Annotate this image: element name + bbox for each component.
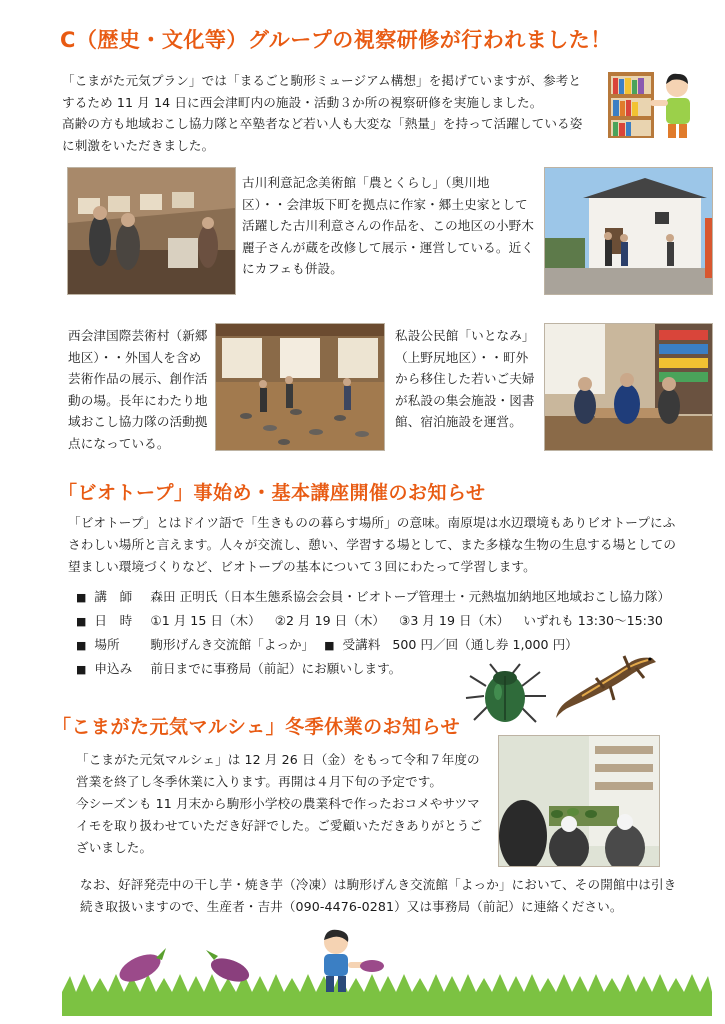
site1-line: 麗子さんが蔵を改修して展示・運営している。近く [242, 239, 534, 255]
footer-note [80, 874, 720, 918]
bullet: ■ [76, 663, 87, 676]
bullet: ■ [76, 591, 87, 604]
intro-line: 高齢の方も地域おこし協力隊と卒塾者など若い人も大変な「熱量」を持って活躍している姿 [62, 116, 583, 131]
time-value: いずれも 13:30～15:30 [523, 613, 663, 628]
dates-row [76, 610, 663, 629]
water-beetle-illustration [464, 662, 548, 728]
site3-line: 私設公民館「いとなみ」 [395, 328, 535, 343]
place-label: 場所 [94, 637, 120, 652]
site2-line: 芸術作品の展示、創作活 [68, 371, 208, 386]
site2-line: 地区）・・外国人を含め [68, 349, 202, 365]
lecturer-value: 森田 正明氏（日本生態系協会会員・ビオトープ管理士・元熱塩加納地区地域おこし協力隊） [150, 589, 671, 604]
biotope-line: 望ましい環境づくりなど、ビオトープの基本について３回にわたって学習します。 [68, 559, 536, 574]
date-2: ②2 月 19 日（木） [274, 613, 386, 628]
intro-line: に刺激をいただきました。 [62, 137, 215, 153]
apply-value: 前日までに事務局（前記）にお願いします。 [150, 661, 402, 676]
site2-description [68, 325, 218, 454]
site3-line: から移住した若いご夫婦 [395, 371, 535, 386]
biotope-body [68, 512, 708, 578]
biotope-heading: 「ビオトープ」事始め・基本講座開催のお知らせ [58, 482, 486, 504]
apply-label: 申込み [94, 661, 133, 676]
page-title: C（歴史・文化等）グループの視察研修が行われました！ [60, 28, 612, 52]
bullet: ■ [76, 639, 87, 652]
bookshelf-reader-illustration [606, 68, 698, 140]
site1-line: 区）・・会津坂下町を拠点に作家・郷土史家として [242, 196, 528, 212]
marche-body [76, 749, 496, 859]
lecturer-label: 講 師 [94, 589, 133, 604]
intro-line: 「こまがた元気プラン」では「まるごと駒形ミュージアム構想」を掲げていますが、参考と [62, 73, 582, 88]
footer-line: なお、好評発売中の干し芋・焼き芋（冷凍）は駒形げんき交流館「よっか」において、その開館中は引き [80, 877, 677, 892]
footer-line: 続き取扱いますので、生産者・吉井（090-4476-0281）又は事務局（前記）に連絡ください。 [80, 899, 623, 914]
site2-line: 点になっている。 [68, 435, 170, 451]
site1-line: 活躍した古川利意さんの作品を、この地区の小野木 [242, 218, 534, 233]
grass-sweet-potato-illustration [62, 926, 712, 1016]
fee-label: 受講料 [342, 637, 381, 652]
fee-value: 500 円／回（通し券 1,000 円） [392, 637, 578, 652]
bullet: ■ [324, 639, 335, 652]
site1-description [242, 172, 537, 280]
lizard-illustration [552, 648, 660, 722]
biotope-line: さわしい場所と言えます。人々が交流し、憩い、学習する場として、また多様な生物の生息する場としての [68, 537, 677, 552]
marche-heading: 「こまがた元気マルシェ」冬季休業のお知らせ [52, 716, 461, 738]
museum-interior-photo [67, 167, 236, 295]
site1-line: 古川利意記念美術館「農とくらし」（奥川地 [242, 175, 490, 190]
marche-line: 営業を終了し冬季休業に入ります。再開は４月下旬の予定です。 [76, 774, 443, 789]
place-row [76, 634, 578, 653]
date-label: 日 時 [94, 613, 133, 628]
lecturer-row [76, 586, 670, 605]
site2-line: 域おこし協力隊の活動拠 [68, 414, 208, 429]
intro-line: するため 11 月 14 日に西会津町内の施設・活動３か所の視察研修を実施しました。 [62, 94, 543, 110]
site3-line: が私設の集会施設・図書 [395, 392, 535, 408]
site3-description [395, 325, 545, 433]
apply-row [76, 658, 401, 677]
site2-line: 西会津国際芸術村（新郷 [68, 328, 208, 343]
site1-line: にカフェも併設。 [242, 261, 343, 276]
place-value: 駒形げんき交流館「よっか」 [150, 637, 315, 652]
art-village-hall-photo [215, 323, 385, 451]
date-1: ①1 月 15 日（木） [150, 613, 261, 628]
marche-market-photo [498, 735, 660, 867]
biotope-line: 「ビオトープ」とはドイツ語で「生きものの暮らす場所」の意味。南原堤は水辺環境もありビオトープにふ [68, 515, 676, 530]
site3-line: 館、宿泊施設を運営。 [395, 414, 522, 429]
marche-line: イモを取り扱わせていただき好評でした。ご愛顧いただきありがとうご [76, 818, 483, 833]
site2-line: 動の場。長年にわたり地 [68, 392, 208, 408]
bullet: ■ [76, 615, 87, 628]
intro-text [62, 70, 602, 156]
marche-line: 「こまがた元気マルシェ」は 12 月 26 日（金）をもって令和７年度の [76, 752, 480, 767]
storehouse-exterior-photo [544, 167, 713, 295]
marche-line: 今シーズンも 11 月末から駒形小学校の農業科で作ったおコメやサツマ [76, 796, 480, 811]
community-house-photo [544, 323, 713, 451]
site3-line: （上野尻地区）・・町外 [395, 349, 529, 365]
marche-line: ざいました。 [76, 840, 153, 855]
date-3: ③3 月 19 日（木） [399, 613, 510, 628]
